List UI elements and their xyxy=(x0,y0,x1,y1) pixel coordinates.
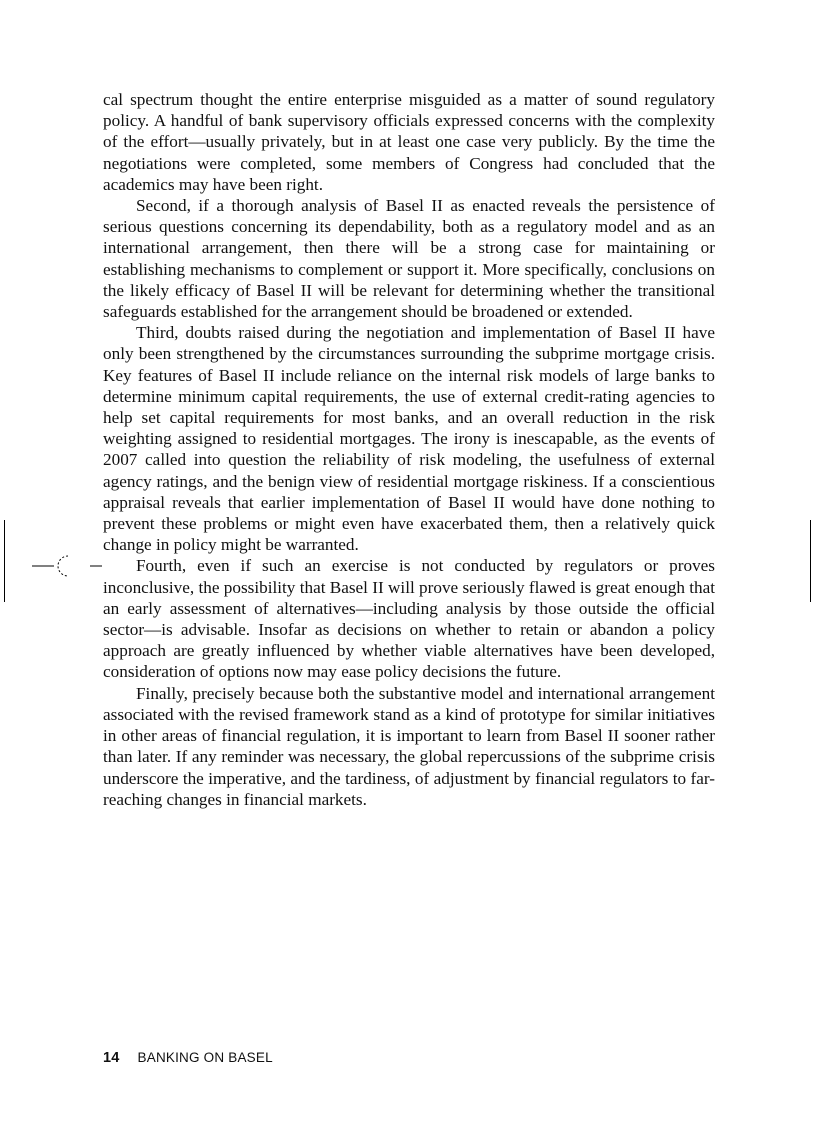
page-number: 14 xyxy=(103,1050,120,1066)
body-text xyxy=(103,89,715,810)
paragraph-4: Fourth, even if such an exercise is not conducted by regulators or proves inconclusive, the possibility that Basel II will prove seriously flawed is great enough that an early assessment of alternatives—including analysis by those outside the official sector—is advisable. Insofar as decisions on whether to retain or abandon a policy approach are greatly influenced by whether viable alternatives have been developed, consideration of options now may ease policy decisions the future. xyxy=(103,556,715,682)
paragraph-2: Second, if a thorough analysis of Basel II as enacted reveals the persistence of serious questions concerning its dependability, both as a regulatory model and as an international arrangement, then there will be a strong case for maintaining or establishing mechanisms to complement or support it. More specifically, conclusions on the likely efficacy of Basel II will be relevant for determining whether the transitional safeguards established for the arrangement should be broadened or extended. xyxy=(103,196,715,322)
paragraph-1: cal spectrum thought the entire enterprise misguided as a matter of sound regulatory policy. A handful of bank supervisory officials expressed concerns with the complexity of the effort—usually privately, but in at least one case very publicly. By the time the negotiations were completed, some members of Congress had concluded that the academics may have been right. xyxy=(103,90,715,194)
paragraph-3: Third, doubts raised during the negotiation and implementation of Basel II have only been strengthened by the circumstances surrounding the subprime mortgage crisis. Key features of Basel II include reliance on the internal risk models of large banks to determine minimum capital requirements, the use of external credit-rating agencies to help set capital requirements for most banks, and an overall reduction in the risk weighting assigned to residential mortgages. The irony is inescapable, as the events of 2007 called into question the reliability of risk modeling, the usefulness of external agency ratings, and the benign view of residential mortgage riskiness. If a conscientious appraisal reveals that earlier implementation of Basel II would have done nothing to prevent these problems or might even have exacerbated them, then a relatively quick change in policy might be warranted. xyxy=(103,323,715,555)
crop-mark-right xyxy=(810,520,811,602)
paragraph-5: Finally, precisely because both the substantive model and international arrangement associated with the revised framework stand as a kind of prototype for similar initiatives in other areas of financial regulation, it is important to learn from Basel II sooner rather than later. If any reminder was necessary, the global repercussions of the subprime crisis underscore the imperative, and the tardiness, of adjustment by financial regulators to far-reaching changes in financial markets. xyxy=(103,683,715,809)
running-head: BANKING ON BASEL xyxy=(137,1050,273,1065)
crop-mark-left xyxy=(4,520,5,602)
page-footer xyxy=(103,1050,273,1066)
registration-mark-icon xyxy=(32,548,102,578)
